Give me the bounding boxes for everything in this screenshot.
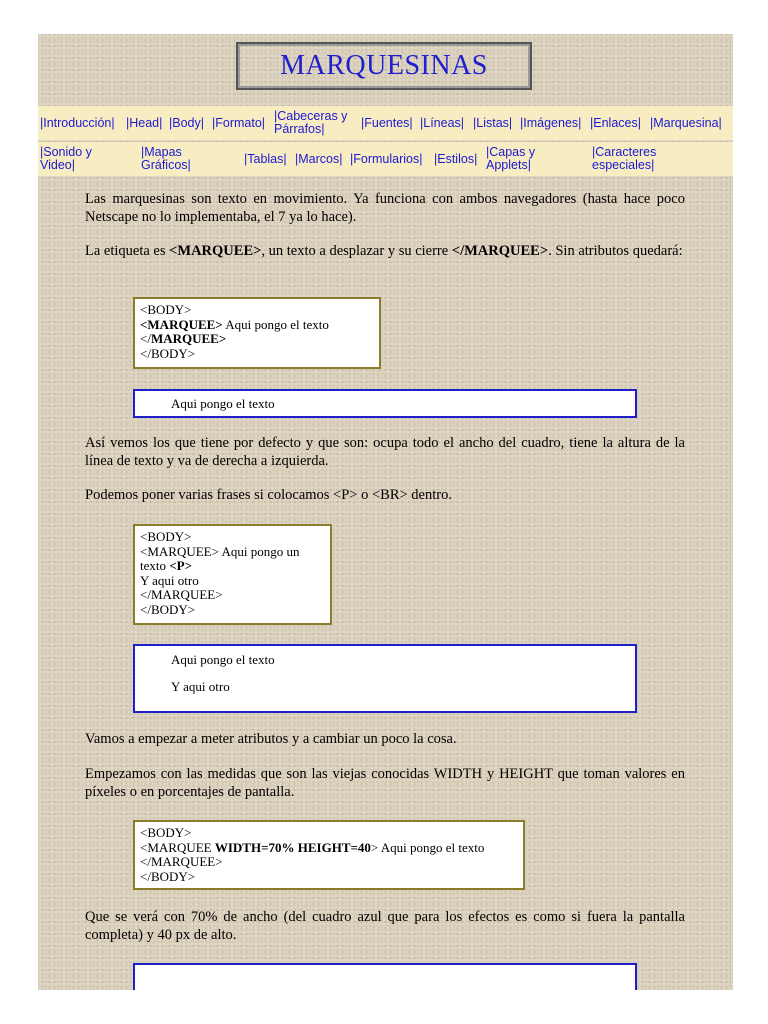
marquee-demo-2: [133, 644, 637, 713]
code-line: <BODY>: [140, 825, 192, 840]
paragraph-text: La etiqueta es: [85, 243, 170, 259]
code-tag: MARQUEE>: [150, 331, 227, 346]
code-text: <MARQUEE: [140, 839, 215, 855]
code-line: </BODY>: [140, 345, 196, 361]
code-line: Y aqui otro: [140, 572, 199, 588]
nav-bar-primary: [38, 106, 733, 140]
code-line: <MARQUEE> Aqui pongo un: [140, 543, 300, 559]
paragraph-medidas: Empezamos con las medidas que son las viejas conocidas WIDTH y HEIGHT que toman valores en píxeles o en porcentajes de pantalla.: [85, 766, 685, 800]
nav-link-capas-applets[interactable]: |Capas y Applets|: [486, 145, 536, 172]
nav-link-cabeceras[interactable]: |Cabeceras y Párrafos|: [274, 109, 348, 136]
tag-marquee-open: <MARQUEE>: [169, 243, 262, 259]
code-line: <BODY>: [140, 529, 192, 544]
page-title: MARQUESINAS: [280, 50, 488, 81]
marquee-text-line2: Y aqui otro: [171, 679, 230, 694]
nav-link-listas[interactable]: |Listas|: [473, 116, 513, 130]
nav-link-mapas-graficos[interactable]: |Mapas Gráficos|: [141, 145, 191, 172]
marquee-demo-3: [133, 963, 637, 990]
paragraph-text: . Sin atributos quedará:: [548, 243, 683, 259]
code-example-3: [133, 820, 525, 890]
code-line: </MARQUEE>: [140, 587, 223, 602]
marquee-text: Aqui pongo el texto: [171, 396, 275, 411]
nav-link-marcos[interactable]: |Marcos|: [295, 152, 343, 166]
code-line: [140, 559, 325, 574]
code-attr: WIDTH=70% HEIGHT=40: [214, 839, 371, 855]
paragraph-intro: Las marquesinas son texto en movimiento. Ya funciona con ambos navegadores (hasta hace poco Netscape no lo implementaba, el 7 ya lo hace).: [85, 191, 685, 225]
paragraph-text: , un texto a desplazar y su cierre: [261, 243, 452, 259]
code-line: </MARQUEE>: [140, 854, 223, 869]
nav-link-tablas[interactable]: |Tablas|: [244, 152, 287, 166]
nav-link-formularios[interactable]: |Formularios|: [350, 152, 423, 166]
paragraph-atributos: Vamos a empezar a meter atributos y a cambiar un poco la cosa.: [85, 731, 457, 747]
nav-link-fuentes[interactable]: |Fuentes|: [361, 116, 413, 130]
nav-link-head[interactable]: |Head|: [126, 116, 163, 130]
nav-bar-secondary: [38, 142, 733, 176]
code-line: [140, 318, 374, 333]
code-line: [140, 841, 518, 856]
code-line: </BODY>: [140, 601, 196, 617]
nav-link-caracteres[interactable]: |Caracteres especiales|: [592, 145, 657, 172]
paragraph-resultado: Que se verá con 70% de ancho (del cuadro azul que para los efectos es como si fuera la pantalla completa) y 40 px de alto.: [85, 909, 685, 943]
code-text: Aqui pongo el texto: [222, 316, 329, 332]
tag-marquee-close: </MARQUEE>: [451, 243, 549, 259]
code-line: </BODY>: [140, 868, 196, 884]
paragraph-frases: Podemos poner varias frases si colocamos <P> o <BR> dentro.: [85, 487, 452, 503]
code-text: > Aqui pongo el texto: [370, 839, 485, 855]
paragraph-defaults: Así vemos los que tiene por defecto y que son: ocupa todo el ancho del cuadro, tiene la altura de la línea de texto y va de derecha a izquierda.: [85, 435, 685, 469]
code-example-2: [133, 524, 332, 625]
nav-link-marquesina[interactable]: |Marquesina|: [650, 116, 722, 130]
nav-link-lineas[interactable]: |Líneas|: [420, 116, 465, 130]
nav-link-imagenes[interactable]: |Imágenes|: [520, 116, 582, 130]
code-line: </MARQUEE>: [140, 331, 227, 346]
code-text: texto: [140, 558, 170, 573]
nav-link-body[interactable]: |Body|: [169, 116, 204, 130]
paragraph-etiqueta: [85, 242, 685, 260]
code-example-1: [133, 297, 381, 369]
code-tag: <P>: [169, 558, 193, 573]
marquee-demo-1: [133, 389, 637, 418]
nav-link-enlaces[interactable]: |Enlaces|: [590, 116, 641, 130]
code-line: <BODY>: [140, 302, 192, 317]
nav-link-formato[interactable]: |Formato|: [212, 116, 266, 130]
code-tag: <MARQUEE>: [140, 316, 223, 332]
nav-link-estilos[interactable]: |Estilos|: [434, 152, 478, 166]
marquee-text-line1: Aqui pongo el texto: [171, 652, 275, 667]
page-content: [38, 34, 733, 990]
page-title-box: [236, 42, 532, 90]
nav-link-sonido-video[interactable]: |Sonido y Video|: [40, 145, 92, 172]
nav-link-introduccion[interactable]: |Introducción|: [40, 116, 115, 130]
